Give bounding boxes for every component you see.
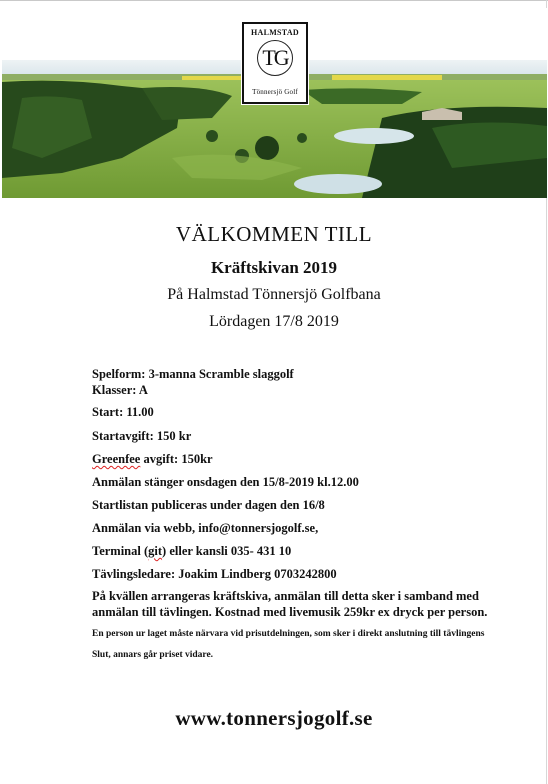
start-time: Start: 11.00: [92, 405, 154, 419]
tournament-director: Tävlingsledare: Joakim Lindberg 0703242800: [92, 567, 337, 581]
event-date: Lördagen 17/8 2019: [209, 313, 339, 330]
page-top-border: [0, 0, 548, 6]
terminal-pre: Terminal (: [92, 544, 149, 558]
venue-line: På Halmstad Tönnersjö Golfbana: [167, 286, 381, 303]
logo-bottom-text: Tönnersjö Golf: [252, 88, 298, 96]
evening-info-line-1: På kvällen arrangeras kräftskiva, anmälan till detta sker i samband med: [92, 589, 479, 603]
greenfee-word: Greenfee: [92, 452, 141, 466]
welcome-heading: VÄLKOMMEN TILL: [175, 222, 373, 246]
game-format: Spelform: 3-manna Scramble slaggolf: [92, 367, 294, 381]
registration-terminal: [92, 544, 291, 559]
classes: Klasser: A: [92, 383, 148, 397]
prize-note-line-1: En person ur laget måste närvara vid prisutdelningen, som sker i direkt anslutning till tävlingens: [92, 629, 485, 639]
entry-fee: Startavgift: 150 kr: [92, 429, 192, 443]
start-list-info: Startlistan publiceras under dagen den 16/8: [92, 498, 325, 512]
registration-web: Anmälan via webb, info@tonnersjogolf.se,: [92, 521, 319, 535]
logo-top-text: HALMSTAD: [250, 28, 300, 37]
logo-monogram: TG: [257, 40, 293, 76]
prize-note-line-2: Slut, annars går priset vidare.: [92, 650, 214, 660]
terminal-post: ) eller kansli 035- 431 10: [162, 544, 292, 558]
registration-deadline: Anmälan stänger onsdagen den 15/8-2019 kl.12.00: [92, 475, 359, 489]
website-url: www.tonnersjogolf.se: [175, 706, 373, 730]
terminal-git: git: [148, 544, 163, 558]
club-logo: [242, 22, 308, 104]
green-fee: [92, 452, 213, 467]
greenfee-rest: avgift: 150kr: [140, 452, 213, 466]
event-name: Kräftskivan 2019: [210, 258, 338, 277]
evening-info-line-2: anmälan till tävlingen. Kostnad med livemusik 259kr ex dryck per person.: [92, 605, 488, 619]
